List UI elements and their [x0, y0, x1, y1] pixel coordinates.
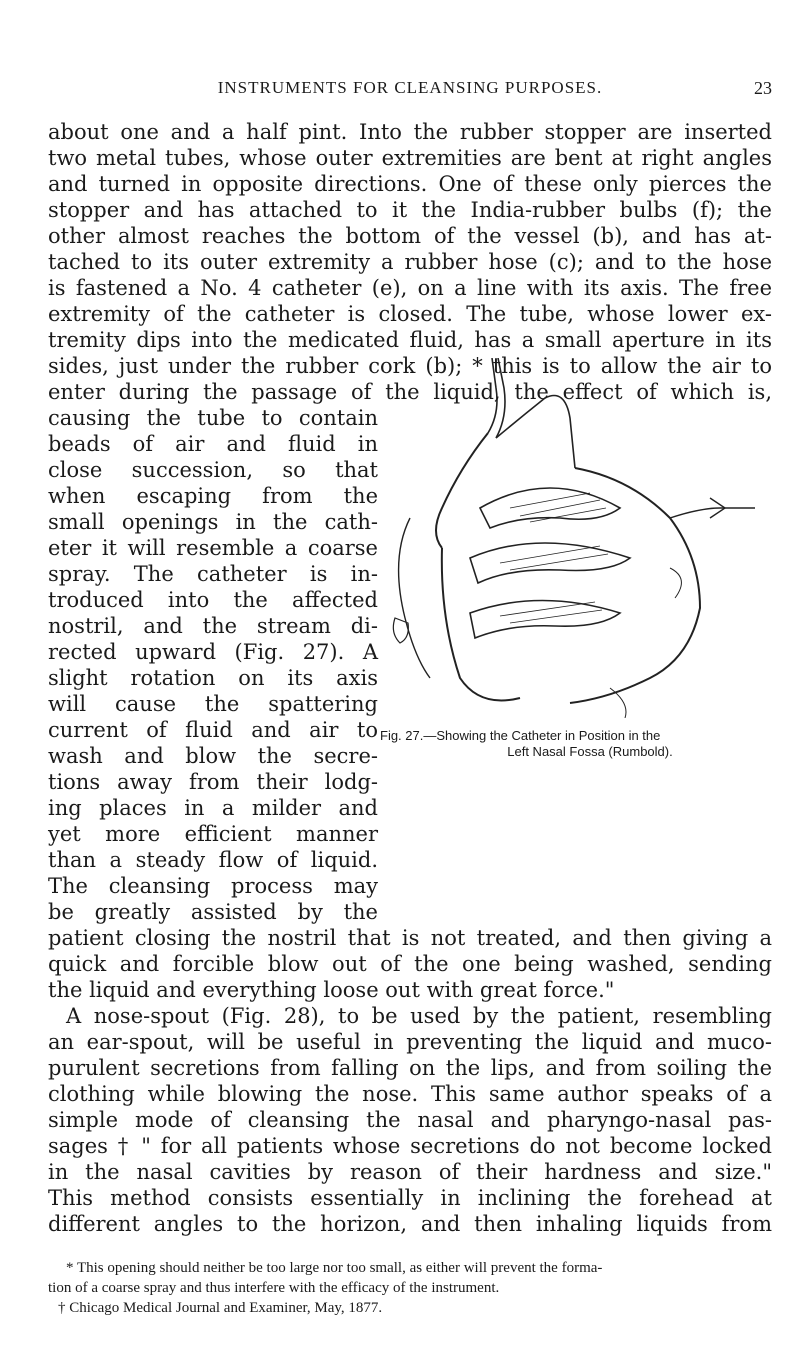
- text-line: slight rotation on its axis: [48, 666, 378, 690]
- text-line: wash and blow the secre-: [48, 744, 378, 768]
- caption-line: Fig. 27.—Showing the Catheter in Position in the: [380, 728, 661, 743]
- text-line: beads of air and fluid in: [48, 432, 378, 456]
- running-title: INSTRUMENTS FOR CLEANSING PURPOSES.: [217, 78, 603, 97]
- text-line: be greatly assisted by the: [48, 900, 378, 924]
- text-line: sages † " for all patients whose secretions do not become locked: [48, 1134, 772, 1158]
- footnote-line: † Chicago Medical Journal and Examiner, May, 1877.: [58, 1300, 383, 1316]
- text-line: than a steady flow of liquid.: [48, 848, 378, 872]
- text-line: different angles to the horizon, and then inhaling liquids from: [48, 1212, 772, 1236]
- text-line: patient closing the nostril that is not treated, and then giving a: [48, 926, 772, 950]
- text-line: the liquid and everything loose out with great force.": [48, 978, 615, 1002]
- footnote-line: * This opening should neither be too large nor too small, as either will prevent the forma-: [66, 1260, 603, 1276]
- text-line: A nose-spout (Fig. 28), to be used by the patient, resembling: [66, 1004, 772, 1028]
- text-line: purulent secretions from falling on the lips, and from soiling the: [48, 1056, 772, 1080]
- text-line: and turned in opposite directions. One of these only pierces the: [48, 172, 772, 196]
- text-line: quick and forcible blow out of the one being washed, sending: [48, 952, 772, 976]
- text-line: eter it will resemble a coarse: [48, 536, 378, 560]
- text-line: extremity of the catheter is closed. The tube, whose lower ex-: [48, 302, 772, 326]
- text-line: two metal tubes, whose outer extremities are bent at right angles: [48, 146, 772, 170]
- text-line: stopper and has attached to it the India-rubber bulbs (f); the: [48, 198, 772, 222]
- text-line: nostril, and the stream di-: [48, 614, 378, 638]
- text-line: close succession, so that: [48, 458, 378, 482]
- figure-27-illustration: [370, 358, 760, 718]
- text-line: troduced into the affected: [48, 588, 378, 612]
- page-number: 23: [754, 78, 772, 98]
- caption-line: Left Nasal Fossa (Rumbold).: [507, 744, 673, 759]
- text-line: causing the tube to contain: [48, 406, 378, 430]
- nasal-catheter-drawing: [370, 358, 760, 718]
- text-line: spray. The catheter is in-: [48, 562, 378, 586]
- text-line: ing places in a milder and: [48, 796, 378, 820]
- text-line: yet more efficient manner: [48, 822, 378, 846]
- text-line: about one and a half pint. Into the rubber stopper are inserted: [48, 120, 772, 144]
- text-line: when escaping from the: [48, 484, 378, 508]
- figure-caption: [380, 728, 780, 760]
- text-line: an ear-spout, will be useful in preventing the liquid and muco-: [48, 1030, 772, 1054]
- text-line: clothing while blowing the nose. This same author speaks of a: [48, 1082, 772, 1106]
- text-line: is fastened a No. 4 catheter (e), on a line with its axis. The free: [48, 276, 772, 300]
- text-line: current of fluid and air to: [48, 718, 378, 742]
- footnote-line: tion of a coarse spray and thus interfere with the efficacy of the instrument.: [48, 1280, 500, 1296]
- text-line: other almost reaches the bottom of the vessel (b), and has at-: [48, 224, 772, 248]
- text-line: This method consists essentially in inclining the forehead at: [48, 1186, 772, 1210]
- text-line: enter during the passage of the liquid, the effect of which is,: [48, 380, 772, 404]
- text-line: tremity dips into the medicated fluid, has a small aperture in its: [48, 328, 772, 352]
- text-line: in the nasal cavities by reason of their hardness and size.": [48, 1160, 772, 1184]
- text-line: rected upward (Fig. 27). A: [48, 640, 378, 664]
- text-line: tions away from their lodg-: [48, 770, 378, 794]
- text-line: tached to its outer extremity a rubber hose (c); and to the hose: [48, 250, 772, 274]
- text-line: will cause the spattering: [48, 692, 378, 716]
- text-line: simple mode of cleansing the nasal and pharyngo-nasal pas-: [48, 1108, 772, 1132]
- text-line: The cleansing process may: [48, 874, 378, 898]
- text-line: sides, just under the rubber cork (b); * this is to allow the air to: [48, 354, 772, 378]
- page-header: [48, 78, 772, 106]
- text-line: small openings in the cath-: [48, 510, 378, 534]
